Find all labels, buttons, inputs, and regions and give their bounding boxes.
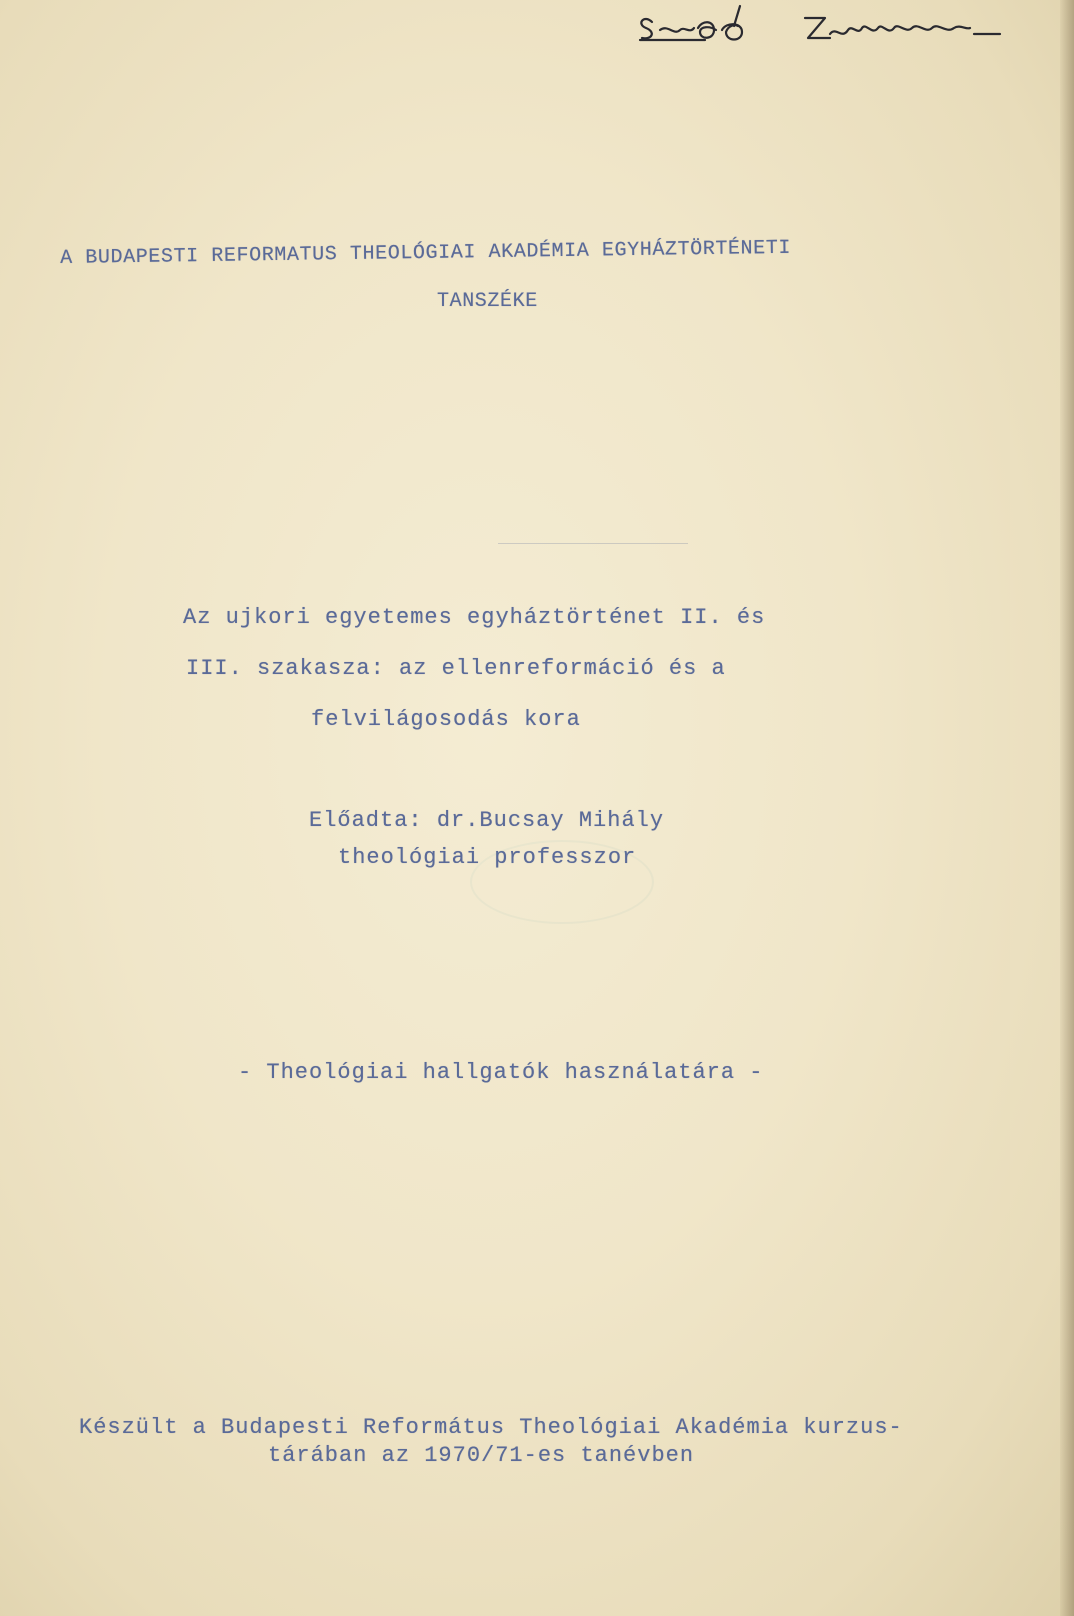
faint-separator-line — [498, 543, 688, 544]
faint-stamp-mark — [470, 840, 654, 924]
department-header-line-1: A BUDAPESTI REFORMATUS THEOLÓGIAI AKADÉMIA EGYHÁZTÖRTÉNETI — [60, 236, 792, 270]
lecturer-title: theológiai professzor — [338, 845, 637, 870]
page-edge-shadow — [1060, 0, 1074, 1616]
footer-line-1: Készült a Budapesti Református Theológiai Akadémia kurzus- — [79, 1415, 903, 1440]
footer-line-2: tárában az 1970/71-es tanévben — [268, 1443, 695, 1468]
signature-drawing — [630, 0, 1030, 70]
usage-note: - Theológiai hallgatók használatára - — [238, 1060, 764, 1085]
department-header-line-2: TANSZÉKE — [437, 290, 538, 313]
title-line-3: felvilágosodás kora — [311, 707, 581, 732]
title-line-2: III. szakasza: az ellenreformáció és a — [186, 656, 726, 681]
handwritten-signature — [630, 0, 1030, 70]
title-line-1: Az ujkori egyetemes egyháztörténet II. és — [183, 605, 766, 630]
lecturer-name: Előadta: dr.Bucsay Mihály — [309, 808, 665, 833]
